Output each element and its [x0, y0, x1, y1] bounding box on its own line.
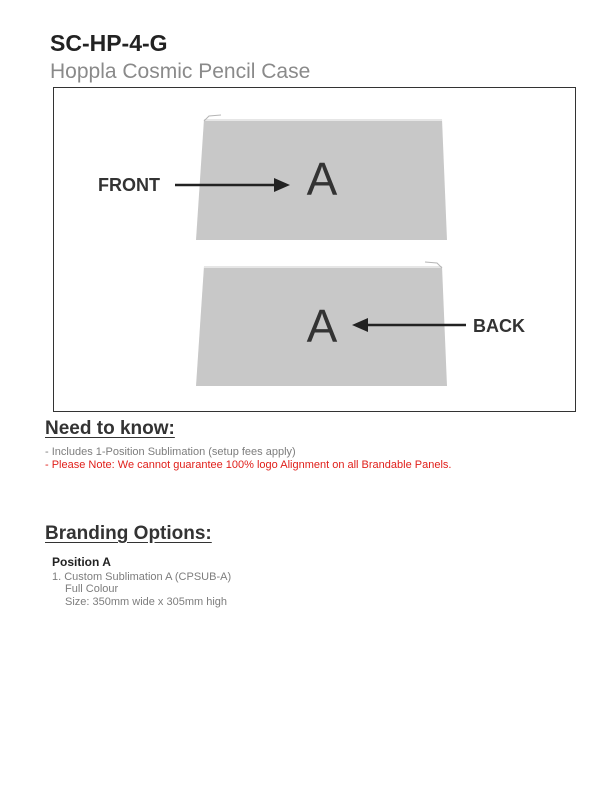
need-to-know-line-2: - Please Note: We cannot guarantee 100% logo Alignment on all Brandable Panels.: [45, 459, 452, 471]
front-label: FRONT: [98, 175, 160, 195]
branding-options-heading: Branding Options:: [45, 523, 212, 544]
product-diagram: [53, 87, 576, 412]
position-a-size: Size: 350mm wide x 305mm high: [65, 596, 228, 608]
position-a-colour: Full Colour: [65, 583, 119, 595]
pencil-case-illustration: [54, 88, 577, 413]
front-position-letter: A: [306, 153, 338, 205]
position-a-title: Position A: [52, 555, 111, 569]
back-label: BACK: [473, 316, 525, 336]
need-to-know-heading: Need to know:: [45, 418, 175, 439]
product-name: Hoppla Cosmic Pencil Case: [50, 60, 311, 83]
position-a-item: 1. Custom Sublimation A (CPSUB-A): [52, 571, 232, 583]
need-to-know-line-1: - Includes 1-Position Sublimation (setup fees apply): [45, 446, 296, 458]
front-case: [196, 115, 447, 240]
back-position-letter: A: [306, 300, 338, 352]
product-code: SC-HP-4-G: [50, 30, 168, 56]
